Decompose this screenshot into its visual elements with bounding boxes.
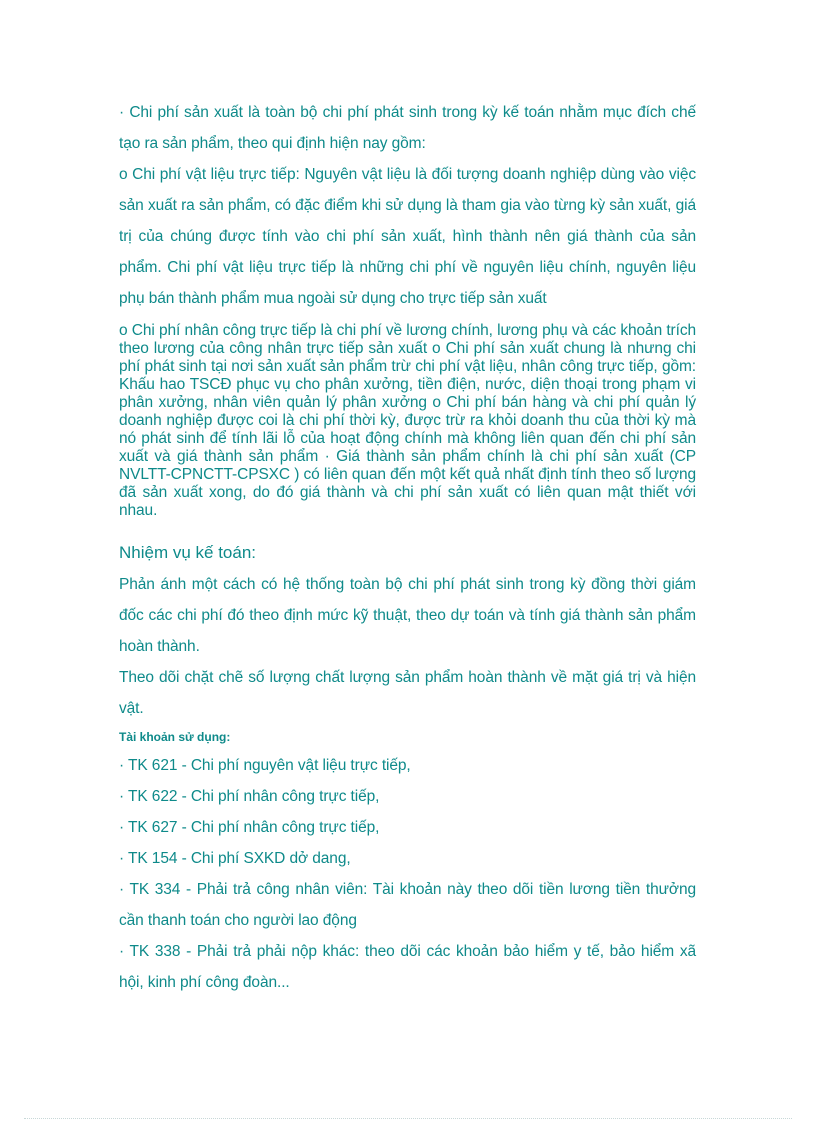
list-item-tk338: · TK 338 - Phải trả phải nộp khác: theo dõi các khoản bảo hiểm y tế, bảo hiểm xã hội, kinh phí công đoàn... [119, 943, 696, 991]
paragraph-task-monitor: Theo dõi chặt chẽ số lượng chất lượng sản phẩm hoàn thành về mặt giá trị và hiện vật. [119, 669, 696, 717]
list-item-tk621: · TK 621 - Chi phí nguyên vật liệu trực tiếp, [119, 757, 411, 774]
paragraph-direct-material-cost: o Chi phí vật liệu trực tiếp: Nguyên vật liệu là đối tượng doanh nghiệp dùng vào việc sản xuất ra sản phẩm, có đặc điểm khi sử dụng là tham gia vào từng kỳ sản xuất, giá trị của chúng được tính vào chi phí sản xuất, hình thành nên giá thành của sản phẩm. Chi phí vật liệu trực tiếp là những chi phí về nguyên liệu chính, nguyên liệu phụ bán thành phẩm mua ngoài sử dụng cho trực tiếp sản xuất [119, 166, 696, 307]
list-item-tk622: · TK 622 - Chi phí nhân công trực tiếp, [119, 788, 380, 805]
paragraph-production-cost: · Chi phí sản xuất là toàn bộ chi phí phát sinh trong kỳ kế toán nhằm mục đích chế tạo ra sản phẩm, theo qui định hiện nay gồm: [119, 104, 696, 152]
list-item-tk334: · TK 334 - Phải trả công nhân viên: Tài khoản này theo dõi tiền lương tiền thưởng cần thanh toán cho người lao động [119, 881, 696, 929]
heading-accounting-tasks: Nhiệm vụ kế toán: [119, 543, 257, 562]
page-bottom-divider [24, 1118, 792, 1119]
paragraph-direct-labor-cost: o Chi phí nhân công trực tiếp là chi phí về lương chính, lương phụ và các khoản trích theo lương của công nhân trực tiếp sản xuất o Chi phí sản xuất chung là nhưng chi phí phát sinh tại nơi sản xuất sản phẩm trừ chi phí vật liệu, nhân công trực tiếp, gồm: Khấu hao TSCĐ phục vụ cho phân xưởng, tiền điện, nước, diện thoại trong phạm vi phân xưởng, nhân viên quản lý phân xưởng o Chi phí bán hàng và chi phí quản lý doanh nghiệp được coi là chi phí thời kỳ, được trừ ra khỏi doanh thu của thời kỳ mà nó phát sinh để tính lãi lỗ của hoạt động chính mà không liên quan đến chi phí sản xuất và giá thành sản phẩm · Giá thành sản phẩm chính là chi phí sản xuất (CP NVLTT-CPNCTT-CPSXC ) có liên quan đến một kết quả nhất định tính theo số lượng đã sản xuất xong, do đó giá thành và chi phí sản xuất có liên quan mật thiết với nhau. [119, 322, 696, 519]
paragraph-task-reflect: Phản ánh một cách có hệ thống toàn bộ chi phí phát sinh trong kỳ đồng thời giám đốc các chi phí đó theo định mức kỹ thuật, theo dự toán và tính giá thành sản phẩm hoàn thành. [119, 576, 696, 655]
list-item-tk154: · TK 154 - Chi phí SXKD dở dang, [119, 850, 351, 867]
heading-accounts-used: Tài khoản sử dụng: [119, 730, 231, 744]
list-item-tk627: · TK 627 - Chi phí nhân công trực tiếp, [119, 819, 380, 836]
